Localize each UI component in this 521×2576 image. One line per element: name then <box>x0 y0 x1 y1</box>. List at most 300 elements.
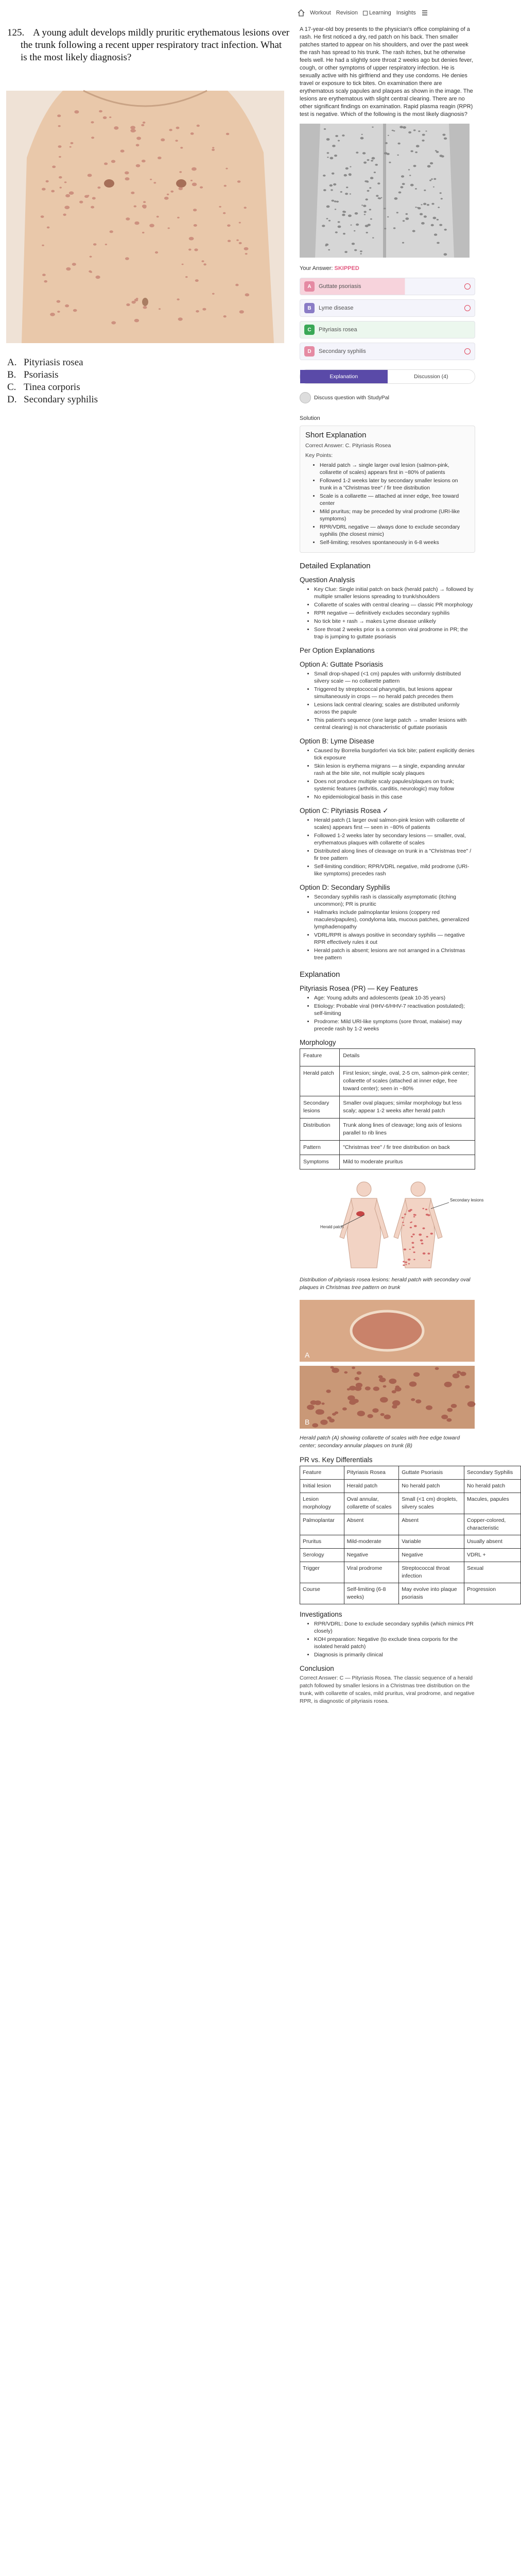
keypoints-list <box>305 462 470 546</box>
rash-spot <box>194 248 198 251</box>
rash-spot <box>436 151 439 153</box>
rash-spot <box>433 178 436 180</box>
rash-spot <box>177 298 179 300</box>
rash-spot <box>415 207 416 208</box>
rash-spot <box>142 160 146 162</box>
rash-spot <box>114 126 118 130</box>
rash-spot <box>412 1246 414 1248</box>
rash-spot <box>87 195 89 196</box>
menu-icon[interactable] <box>421 9 428 16</box>
table-cell: Viral prodrome <box>344 1562 399 1583</box>
table-cell: VDRL + <box>464 1549 521 1562</box>
rash-spot <box>400 126 403 128</box>
rash-spot <box>58 145 62 148</box>
key-features-list <box>300 994 475 1032</box>
rash-spot <box>333 183 336 185</box>
rash-spot <box>59 176 62 179</box>
table-header: Pityriasis Rosea <box>344 1466 399 1480</box>
clinical-photo <box>6 91 284 343</box>
list-item: • RPR/VDRL negative — always done to exclude secondary syphilis (the closest mimic) <box>320 523 470 538</box>
discuss-label: Discuss question with StudyPal <box>314 394 389 401</box>
rash-spot <box>360 137 364 140</box>
choice-text: Pityriasis rosea <box>24 357 83 368</box>
rash-spot <box>421 1243 424 1244</box>
tab-explanation[interactable]: Explanation <box>300 370 388 383</box>
rash-spot <box>351 225 352 226</box>
table-row <box>300 1118 475 1141</box>
ddx-scroll[interactable] <box>300 1466 513 1604</box>
detailed-explanation <box>293 562 513 1705</box>
app-clinical-photo[interactable] <box>300 124 470 258</box>
rash-spot <box>394 197 398 200</box>
rash-spot <box>192 167 197 171</box>
rash-spot <box>105 244 107 245</box>
rash-spot <box>422 140 424 142</box>
rash-spot <box>159 308 161 310</box>
rash-spot <box>402 1217 404 1218</box>
rash-spot <box>328 220 331 222</box>
table-header: Feature <box>300 1049 340 1066</box>
rash-spot <box>60 187 62 189</box>
rash-spot <box>79 201 83 204</box>
list-item: • Hallmarks include palmoplantar lesions (coppery red macules/papules), condyloma lata, mucous patches, generalized lymphadenopathy <box>314 909 475 930</box>
rash-spot <box>441 198 443 199</box>
rash-spot <box>326 218 328 219</box>
rash-spot <box>196 310 199 313</box>
list-item: • Etiology: Probable viral (HHV-6/HHV-7 reactivation postulated); self-limiting <box>314 1003 475 1017</box>
rash-spot <box>400 186 403 188</box>
rash-spot <box>340 191 342 193</box>
rash-spot <box>65 194 70 197</box>
rash-spot <box>91 121 94 123</box>
rash-spot <box>332 173 335 175</box>
rash-spot <box>372 1408 378 1413</box>
rash-spot <box>439 224 442 226</box>
option-c[interactable] <box>300 321 475 338</box>
rash-spot <box>50 313 55 316</box>
rash-spot <box>331 189 333 191</box>
rash-spot <box>416 145 420 147</box>
rash-spot <box>409 1381 417 1386</box>
table-cell: Trigger <box>300 1562 344 1583</box>
rash-spot <box>239 222 241 224</box>
photo-label-b: B <box>305 1418 310 1426</box>
rash-spot <box>136 137 141 140</box>
question-page <box>0 0 293 515</box>
rash-spot <box>315 1400 321 1405</box>
rash-spot <box>111 321 116 324</box>
rash-spot <box>369 209 371 210</box>
table-header: Details <box>340 1049 475 1066</box>
rash-spot <box>71 142 74 144</box>
rash-spot <box>88 174 92 177</box>
rash-spot <box>346 187 348 188</box>
rash-spot <box>321 1402 324 1404</box>
rash-spot <box>403 220 405 222</box>
rash-spot <box>356 151 358 154</box>
nav-insights[interactable]: Insights <box>396 9 416 16</box>
table-cell: Secondary lesions <box>300 1096 340 1118</box>
rash-spot <box>125 257 129 260</box>
table-cell: Negative <box>399 1549 464 1562</box>
rash-spot <box>228 240 231 242</box>
table-cell: No herald patch <box>399 1480 464 1493</box>
rash-spot <box>176 127 180 129</box>
tab-bar <box>300 369 475 384</box>
option-text: Secondary syphilis <box>319 348 366 354</box>
rash-photos <box>300 1300 475 1429</box>
list-item: • Prodrome: Mild URI-like symptoms (sore throat, malaise) may precede rash by 1-2 weeks <box>314 1018 475 1032</box>
rash-spot <box>444 229 447 231</box>
photo-label-a: A <box>305 1351 310 1359</box>
rash-spot <box>188 249 192 251</box>
body-diagram <box>300 1178 484 1270</box>
rash-spot <box>356 224 359 226</box>
rash-spot <box>354 230 355 231</box>
rash-spot <box>411 1236 413 1238</box>
rash-spot <box>427 165 431 167</box>
rash-spot <box>164 197 169 200</box>
table-cell: Herald patch <box>300 1066 340 1096</box>
rash-spot <box>141 124 144 126</box>
rash-spot <box>370 218 372 220</box>
rash-spot <box>405 213 408 215</box>
rash-spot <box>236 240 239 241</box>
table-cell: No herald patch <box>464 1480 521 1493</box>
book-icon <box>363 11 368 15</box>
rash-spot <box>350 166 351 167</box>
rash-spot <box>335 231 338 233</box>
rash-spot <box>136 164 141 167</box>
rash-spot <box>420 1240 423 1242</box>
rash-spot <box>437 242 440 244</box>
table-cell: Pruritus <box>300 1535 344 1549</box>
rash-spot <box>178 317 183 320</box>
rash-spot <box>334 200 337 202</box>
conclusion-text: Correct Answer: C — Pityriasis Rosea. The classic sequence of a herald patch followed by smaller lesions in a Christmas tree distribution on the trunk, with collarette of scales, mild pruritus, viral prodrome, and negative RPR, is diagnostic of pityriasis rosea. <box>300 1675 475 1704</box>
option-text: Guttate psoriasis <box>319 283 361 290</box>
rash-spot <box>396 212 398 213</box>
rash-spot <box>47 227 50 229</box>
rash-spot <box>404 1213 406 1215</box>
rash-spot <box>130 129 135 132</box>
rash-spot <box>335 209 336 210</box>
rash-spot <box>421 222 425 225</box>
rash-spot <box>70 146 72 148</box>
table-cell: Initial lesion <box>300 1480 344 1493</box>
rash-spot <box>324 128 326 130</box>
rash-spot <box>413 1259 415 1260</box>
question-text: A young adult develops mildly pruritic erythematous lesions over the trunk following a recent upper respiratory tract infection. What is the most likely diagnosis? <box>21 27 290 63</box>
rash-spot <box>103 116 107 119</box>
rash-spot <box>143 122 146 124</box>
rash-spot <box>348 214 352 217</box>
rash-spot <box>352 1367 355 1369</box>
rash-spot <box>425 130 427 131</box>
option-d[interactable] <box>300 343 475 360</box>
rash-spot <box>361 205 363 206</box>
rash-spot <box>442 134 445 136</box>
rash-spot <box>327 157 328 158</box>
rash-spot <box>392 1400 400 1406</box>
rash-spot <box>342 134 344 137</box>
rash-spot <box>179 171 182 173</box>
rash-spot <box>182 264 184 265</box>
rash-spot <box>197 125 200 127</box>
rash-spot <box>357 1411 365 1416</box>
rash-spot <box>398 192 402 194</box>
rash-spot <box>364 214 366 215</box>
home-icon[interactable] <box>298 9 305 16</box>
option-a-list <box>300 670 475 731</box>
list-item: • Skin lesion is erythema migrans — a single, expanding annular rash at the bite site, not multiple scaly plaques <box>314 762 475 777</box>
rash-spot <box>136 298 138 299</box>
answer-status: SKIPPED <box>334 265 359 272</box>
rash-spot <box>363 162 367 164</box>
rash-spot <box>131 192 134 194</box>
option-b-list <box>300 747 475 801</box>
rash-spot <box>444 1382 452 1387</box>
table-cell: Course <box>300 1583 344 1604</box>
choice-letter: B. <box>7 369 16 380</box>
option-b-title: Option B: Lyme Disease <box>300 737 375 745</box>
choice-c <box>7 381 98 394</box>
table-row <box>300 1562 521 1583</box>
choice-d <box>7 394 98 406</box>
rash-spot <box>97 187 100 189</box>
rash-spot <box>312 1423 318 1427</box>
table-header: Feature <box>300 1466 344 1480</box>
rash-spot <box>440 155 443 157</box>
tab-discussion[interactable]: Discussion (4) <box>413 373 448 380</box>
rash-spot <box>349 1386 356 1391</box>
rash-spot <box>143 201 146 203</box>
rash-spot <box>413 1251 415 1253</box>
rash-spot <box>244 207 247 209</box>
rash-spot <box>193 209 197 211</box>
rash-spot <box>323 189 326 191</box>
rash-spot <box>467 1401 476 1407</box>
table-cell: Small (<1 cm) droplets, silvery scales <box>399 1493 464 1514</box>
rash-spot <box>380 1413 385 1416</box>
rash-spot <box>403 1261 405 1262</box>
list-item: • Followed 1-2 weeks later by secondary smaller lesions on trunk in a "Christmas tree" / fir tree distribution <box>320 477 470 492</box>
rash-spot <box>377 182 380 184</box>
rash-spot <box>170 191 173 193</box>
rash-spot <box>429 180 431 181</box>
rash-spot <box>408 1259 411 1261</box>
table-cell: Distribution <box>300 1118 340 1141</box>
rash-spot <box>360 250 362 252</box>
rash-spot <box>104 162 108 165</box>
table-cell: Oval annular, collarette of scales <box>344 1493 399 1514</box>
rash-spot <box>64 206 70 209</box>
discuss-studypal[interactable] <box>300 392 475 403</box>
rash-spot <box>224 185 227 187</box>
rash-spot <box>126 303 130 306</box>
option-badge: C <box>304 325 315 335</box>
rash-spot <box>384 228 386 229</box>
rash-spot <box>366 232 368 233</box>
rash-spot <box>202 308 206 311</box>
rash-spot <box>325 245 327 246</box>
rash-spot <box>392 130 394 131</box>
rash-spot <box>404 1248 407 1250</box>
table-row <box>300 1096 475 1118</box>
status-circle-icon <box>464 305 471 311</box>
rash-spot <box>332 145 336 147</box>
rash-spot <box>195 279 199 282</box>
table-cell: Mild-moderate <box>344 1535 399 1549</box>
rash-spot <box>361 134 363 135</box>
rash-spot <box>410 1222 411 1223</box>
rash-spot <box>46 180 49 182</box>
rash-spot <box>372 237 374 238</box>
rash-spot <box>342 211 345 213</box>
rash-spot <box>42 274 46 276</box>
rash-spot <box>326 138 330 141</box>
rash-spot <box>428 1260 430 1261</box>
rash-spot <box>365 225 369 227</box>
rash-spot <box>451 1404 457 1408</box>
rash-spot <box>362 152 366 154</box>
rash-spot <box>109 116 111 118</box>
keypoints-label: Key Points: <box>305 452 333 459</box>
table-cell: Sexual <box>464 1562 521 1583</box>
option-a[interactable] <box>300 278 475 295</box>
option-badge: A <box>304 281 315 292</box>
your-answer <box>300 265 475 273</box>
rash-spot <box>422 134 425 136</box>
rash-spot <box>134 206 137 208</box>
nav-revision[interactable]: Revision <box>336 9 358 16</box>
rash-spot <box>397 143 400 145</box>
choice-letter: A. <box>7 357 17 368</box>
rash-spot <box>465 1385 470 1389</box>
list-item: • This patient's sequence (one large patch → smaller lesions with central clearing) is not characteristic of guttate psoriasis <box>314 717 475 731</box>
distribution-figure[interactable] <box>300 1178 484 1292</box>
rash-spot <box>414 1214 416 1216</box>
table-cell: Absent <box>399 1514 464 1535</box>
rash-spot <box>185 276 188 278</box>
rash-spot <box>395 1385 400 1388</box>
nav-learning[interactable] <box>363 9 391 17</box>
rash-spot <box>58 125 61 127</box>
rash-spot <box>425 1209 427 1210</box>
rash-spot <box>244 247 249 250</box>
table-cell: Absent <box>344 1514 399 1535</box>
rash-spot <box>430 162 433 164</box>
rash-spot <box>369 187 371 189</box>
back-rash-image <box>300 124 470 258</box>
rash-spot <box>69 191 74 195</box>
rash-spot <box>393 130 395 131</box>
rash-spot <box>335 1412 338 1414</box>
rash-spot <box>366 198 368 200</box>
option-c-title: Option C: Pityriasis Rosea ✓ <box>300 807 389 815</box>
rash-spot <box>434 233 437 235</box>
nav-workout[interactable]: Workout <box>310 9 331 16</box>
rash-spot <box>405 1261 407 1263</box>
rash-spot <box>338 140 340 142</box>
list-item: • Self-limiting condition; RPR/VDRL negative, mild prodrome (URI-like symptoms) precedes rash <box>314 863 475 877</box>
fig-label-herald: Herald patch <box>320 1225 344 1229</box>
clinical-photo-figure[interactable] <box>300 1300 475 1450</box>
rash-spot <box>336 201 339 203</box>
rash-spot <box>169 129 172 131</box>
question-number: 125. <box>7 27 25 38</box>
option-b[interactable] <box>300 299 475 317</box>
rash-spot <box>438 207 440 208</box>
table-cell: May evolve into plaque psoriasis <box>399 1583 464 1604</box>
rash-spot <box>99 110 102 113</box>
rash-spot <box>392 1390 396 1393</box>
morphology-title: Morphology <box>300 1039 336 1046</box>
rash-spot <box>190 180 193 181</box>
rash-spot <box>239 310 244 313</box>
option-c-list <box>300 817 475 877</box>
rash-spot <box>364 180 367 182</box>
table-row <box>300 1535 521 1549</box>
qa-title: Question Analysis <box>300 576 355 584</box>
rash-spot <box>72 263 76 266</box>
rash-spot <box>372 157 375 160</box>
rash-spot <box>453 1374 460 1379</box>
table-cell: Variable <box>399 1535 464 1549</box>
list-item: • VDRL/RPR is always positive in secondary syphilis — negative RPR effectively rules it out <box>314 931 475 946</box>
list-item: • Caused by Borrelia burgdorferi via tick bite; patient explicitly denies tick exposure <box>314 747 475 761</box>
rash-spot <box>110 230 113 233</box>
rash-spot <box>365 1386 371 1391</box>
list-item: • Secondary syphilis rash is classically asymptomatic (itching uncommon); PR is pruritic <box>314 893 475 908</box>
rash-spot <box>125 177 130 180</box>
rash-spot <box>408 131 411 133</box>
table-cell: Lesion morphology <box>300 1493 344 1514</box>
rash-spot <box>410 1209 412 1211</box>
rash-spot <box>327 1416 332 1419</box>
rash-spot <box>343 233 345 235</box>
option-a-title: Option A: Guttate Psoriasis <box>300 660 384 668</box>
list-item: • Small drop-shaped (<1 cm) papules with uniformly distributed silvery scale — no collarette pattern <box>314 670 475 685</box>
option-d-title: Option D: Secondary Syphilis <box>300 884 390 891</box>
rash-spot <box>417 207 419 208</box>
rash-spot <box>63 214 66 216</box>
choice-b <box>7 369 98 381</box>
rash-spot <box>446 1418 451 1422</box>
rash-spot <box>424 215 427 217</box>
rash-spot <box>120 149 125 152</box>
figure-caption: Herald patch (A) showing collarette of scales with free edge toward center; secondary annular plaques on trunk (B) <box>300 1435 460 1449</box>
status-circle-icon <box>464 283 471 290</box>
list-item: • KOH preparation: Negative (to exclude tinea corporis for the isolated herald patch) <box>314 1636 475 1650</box>
rash-spot <box>223 315 227 317</box>
rash-spot <box>397 155 399 156</box>
rash-spot <box>380 1397 388 1403</box>
choice-letter: C. <box>7 382 16 393</box>
rash-spot <box>345 167 349 170</box>
rash-spot <box>177 217 180 218</box>
rash-spot <box>307 1405 314 1410</box>
avatar <box>300 392 311 403</box>
table-header-row <box>300 1466 521 1480</box>
table-row <box>300 1493 521 1514</box>
list-item: • RPR/VDRL: Done to exclude secondary syphilis (which mimics PR closely) <box>314 1620 475 1635</box>
rash-spot <box>427 204 429 206</box>
rash-spot <box>219 206 221 208</box>
list-item: • Distributed along lines of cleavage on trunk in a "Christmas tree" / fir tree pattern <box>314 848 475 862</box>
rash-spot <box>403 1264 405 1266</box>
rash-spot <box>180 147 183 149</box>
